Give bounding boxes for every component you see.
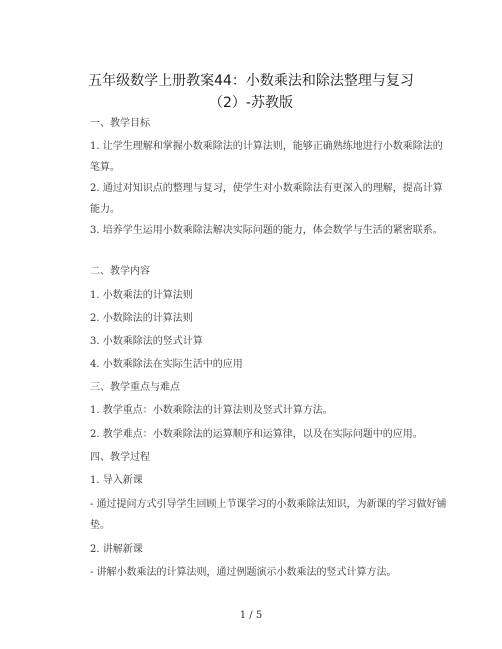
section-heading-objectives: 一、教学目标 [90,118,150,129]
process-item-1-detail: - 通过提问方式引导学生回顾上节课学习的小数乘除法知识，为新课的学习做好铺垫。 [90,499,447,531]
process-item-1: 1. 导入新课 [90,475,143,486]
process-item-2-detail: - 讲解小数乘法的计算法则，通过例题演示小数乘法的竖式计算方法。 [90,567,397,578]
content-item-1: 1. 小数乘法的计算法则 [90,290,193,301]
objective-item-1: 1. 让学生理解和掌握小数乘除法的计算法则，能够正确熟练地进行小数乘除法的笔算。 [90,141,443,173]
section-heading-focus: 三、教学重点与难点 [90,382,180,393]
page-number: 1 / 5 [239,610,263,621]
process-item-2: 2. 讲解新课 [90,544,143,555]
section-heading-content: 二、教学内容 [90,266,150,277]
objective-item-3: 3. 培养学生运用小数乘除法解决实际问题的能力，体会数学与生活的紧密联系。 [90,225,443,236]
objective-item-2: 2. 通过对知识点的整理与复习，使学生对小数乘除法有更深入的理解，提高计算能力。 [90,183,443,215]
section-heading-process: 四、教学过程 [90,452,150,463]
content-item-4: 4. 小数乘除法在实际生活中的应用 [90,359,243,370]
focus-item-2: 2. 教学难点：小数乘除法的运算顺序和运算律，以及在实际问题中的应用。 [90,429,423,440]
focus-item-1: 1. 教学重点：小数乘除法的计算法则及竖式计算方法。 [90,405,333,416]
content-item-3: 3. 小数乘除法的竖式计算 [90,336,203,347]
document-title: 五年级数学上册教案44：小数乘法和除法整理与复习（2）-苏教版 [88,73,414,111]
content-item-2: 2. 小数除法的计算法则 [90,313,193,324]
